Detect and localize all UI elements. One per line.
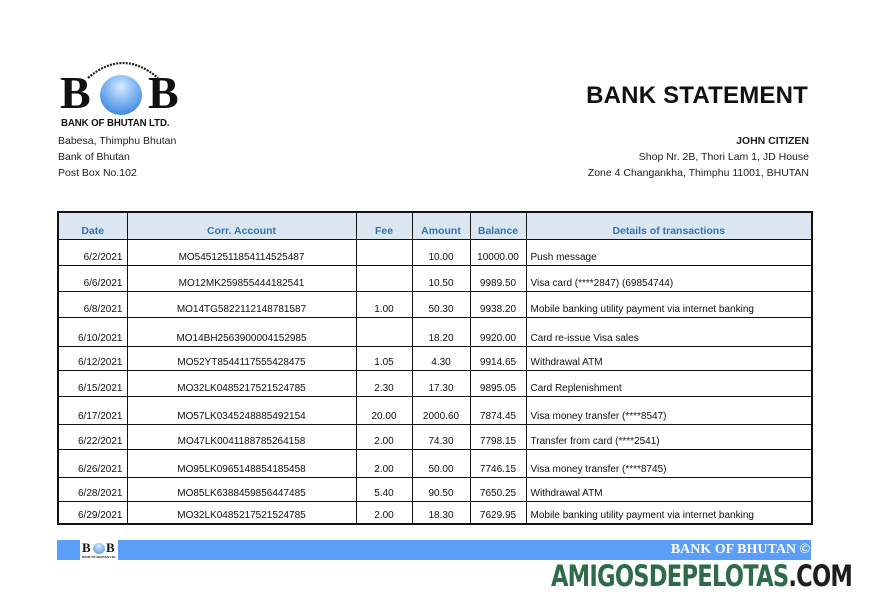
amount-cell: 90.50	[412, 477, 470, 501]
date-cell: 6/29/2021	[58, 501, 127, 524]
amount-cell: 10.50	[412, 265, 470, 291]
date-cell: 6/12/2021	[58, 346, 127, 370]
details-cell: Push message	[526, 239, 812, 265]
account-cell: MO85LK6388459856447485	[127, 477, 356, 501]
footer-logo-orb-icon	[93, 543, 105, 554]
date-cell: 6/15/2021	[58, 370, 127, 396]
watermark-main: AMIGOSDEPELOTAS	[550, 559, 789, 593]
account-cell: MO14TG5822112148781587	[127, 291, 356, 317]
footer-logo-text: BANK OF BHUTAN LTD.	[82, 555, 117, 559]
fee-cell: 2.00	[356, 424, 412, 449]
table-row	[58, 477, 812, 501]
date-cell: 6/26/2021	[58, 449, 127, 477]
date-cell: 6/28/2021	[58, 477, 127, 501]
details-cell: Card re-issue Visa sales	[526, 317, 812, 346]
account-cell: MO52YT8544117555428475	[127, 346, 356, 370]
fee-cell: 1.00	[356, 291, 412, 317]
header-balance: Balance	[470, 212, 526, 239]
amount-cell: 2000.60	[412, 396, 470, 424]
fee-cell	[356, 239, 412, 265]
details-cell: Transfer from card (****2541)	[526, 424, 812, 449]
header-corr-account: Corr. Account	[127, 212, 356, 239]
details-cell: Visa card (****2847) (69854744)	[526, 265, 812, 291]
account-cell: MO32LK0485217521524785	[127, 501, 356, 524]
details-cell: Card Replenishment	[526, 370, 812, 396]
footer-logo	[80, 540, 118, 560]
watermark	[551, 560, 852, 592]
table-row	[58, 291, 812, 317]
customer-address-line: Zone 4 Changankha, Thimphu 11001, BHUTAN	[587, 167, 809, 179]
table-row	[58, 501, 812, 524]
fee-cell: 1.05	[356, 346, 412, 370]
customer-name: JOHN CITIZEN	[736, 135, 809, 147]
table-row	[58, 265, 812, 291]
balance-cell: 7746.15	[470, 449, 526, 477]
date-cell: 6/2/2021	[58, 239, 127, 265]
amount-cell: 74.30	[412, 424, 470, 449]
balance-cell: 9895.05	[470, 370, 526, 396]
balance-cell: 9989.50	[470, 265, 526, 291]
fee-cell: 20.00	[356, 396, 412, 424]
fee-cell	[356, 265, 412, 291]
logo-orb-icon	[100, 75, 142, 115]
details-cell: Withdrawal ATM	[526, 346, 812, 370]
customer-address-line: Shop Nr. 2B, Thori Lam 1, JD House	[638, 151, 809, 163]
amount-cell: 18.30	[412, 501, 470, 524]
bank-address-line: Post Box No.102	[58, 167, 137, 179]
fee-cell	[356, 317, 412, 346]
details-cell: Visa money transfer (****8745)	[526, 449, 812, 477]
table-row	[58, 370, 812, 396]
fee-cell: 5.40	[356, 477, 412, 501]
watermark-tld: .COM	[788, 559, 852, 593]
footer-logo-letter: B	[106, 540, 115, 555]
date-cell: 6/17/2021	[58, 396, 127, 424]
date-cell: 6/8/2021	[58, 291, 127, 317]
amount-cell: 18.20	[412, 317, 470, 346]
header-details: Details of transactions	[526, 212, 812, 239]
header-fee: Fee	[356, 212, 412, 239]
bank-address	[58, 133, 176, 181]
details-cell: Mobile banking utility payment via internet banking	[526, 501, 812, 524]
account-cell: MO12MK259855444182541	[127, 265, 356, 291]
table-row	[58, 239, 812, 265]
account-cell: MO57LK0345248885492154	[127, 396, 356, 424]
bank-address-line: Babesa, Thimphu Bhutan	[58, 135, 177, 147]
amount-cell: 17.30	[412, 370, 470, 396]
account-cell: MO95LK0965148854185458	[127, 449, 356, 477]
balance-cell: 7874.45	[470, 396, 526, 424]
account-cell: MO14BH2563900004152985	[127, 317, 356, 346]
balance-cell: 9914.65	[470, 346, 526, 370]
amount-cell: 50.00	[412, 449, 470, 477]
table-row	[58, 346, 812, 370]
account-cell: MO54512511854114525487	[127, 239, 356, 265]
fee-cell: 2.00	[356, 501, 412, 524]
balance-cell: 7650.25	[470, 477, 526, 501]
table-row	[58, 424, 812, 449]
customer-address	[588, 133, 809, 181]
footer-brand: BANK OF BHUTAN ©	[670, 542, 810, 557]
logo-letter-right: B	[148, 67, 179, 118]
transactions-table	[57, 211, 813, 525]
table-row	[58, 449, 812, 477]
header-amount: Amount	[412, 212, 470, 239]
details-cell: Withdrawal ATM	[526, 477, 812, 501]
logo-bank-name: BANK OF BHUTAN LTD.	[61, 117, 170, 129]
details-cell: Mobile banking utility payment via internet banking	[526, 291, 812, 317]
header-date: Date	[58, 212, 127, 239]
balance-cell: 10000.00	[470, 239, 526, 265]
amount-cell: 50.30	[412, 291, 470, 317]
logo-letter-left: B	[60, 67, 91, 118]
balance-cell: 9920.00	[470, 317, 526, 346]
date-cell: 6/6/2021	[58, 265, 127, 291]
footer-logo-letter: B	[82, 540, 91, 555]
balance-cell: 7798.15	[470, 424, 526, 449]
document-title: BANK STATEMENT	[586, 82, 808, 109]
table-row	[58, 317, 812, 346]
details-cell: Visa money transfer (****8547)	[526, 396, 812, 424]
bank-address-line: Bank of Bhutan	[58, 151, 130, 163]
amount-cell: 10.00	[412, 239, 470, 265]
table-header-row	[58, 212, 812, 239]
fee-cell: 2.30	[356, 370, 412, 396]
table-row	[58, 396, 812, 424]
account-cell: MO32LK0485217521524785	[127, 370, 356, 396]
balance-cell: 7629.95	[470, 501, 526, 524]
balance-cell: 9938.20	[470, 291, 526, 317]
date-cell: 6/22/2021	[58, 424, 127, 449]
bank-logo	[58, 54, 188, 132]
date-cell: 6/10/2021	[58, 317, 127, 346]
fee-cell: 2.00	[356, 449, 412, 477]
amount-cell: 4.30	[412, 346, 470, 370]
account-cell: MO47LK0041188785264158	[127, 424, 356, 449]
